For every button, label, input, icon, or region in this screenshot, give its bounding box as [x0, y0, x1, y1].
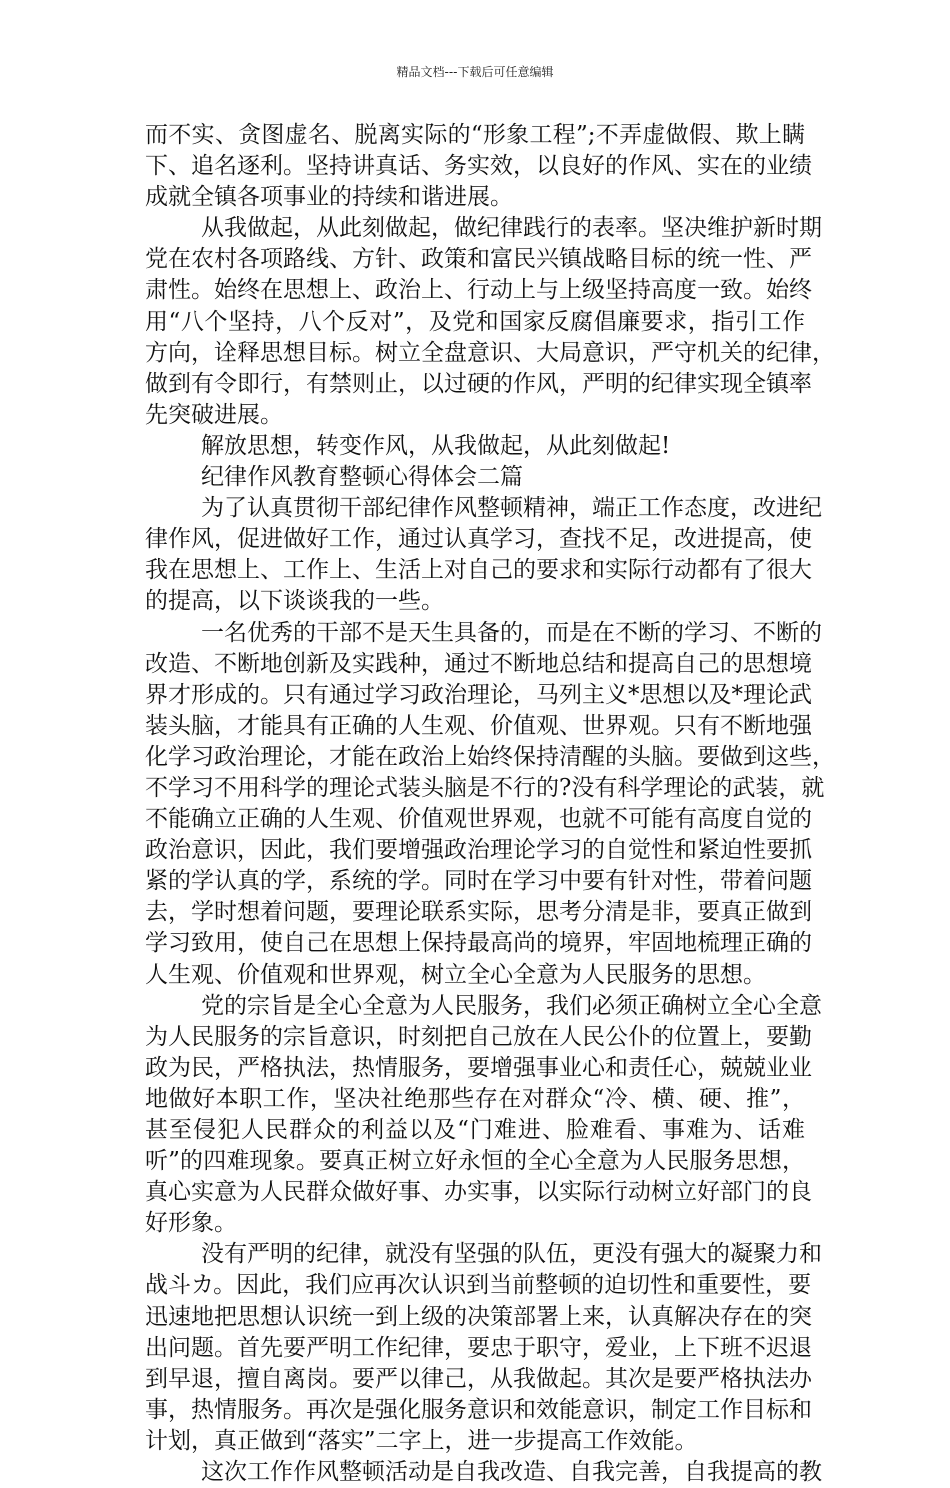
text-line: 为人民服务的宗旨意识，时刻把自己放在人民公仆的位置上，要勤 [145, 1023, 812, 1050]
text-line: 到早退，擅自离岗。要严以律己，从我做起。其次是要严格执法办 [145, 1365, 812, 1392]
text-line: 一名优秀的干部不是天生具备的，而是在不断的学习、不断的 [201, 619, 822, 646]
text-line: 出问题。首先要严明工作纪律，要忠于职守，爱业，上下班不迟退 [145, 1334, 812, 1361]
text-line: 成就全镇各项事业的持续和谐进展。 [145, 184, 513, 211]
text-line: 党在农村各项路线、方针、政策和富民兴镇战略目标的统一性、严 [145, 246, 812, 273]
text-line: 而不实、贪图虚名、脱离实际的“形象工程”;不弄虚做假、欺上瞒 [145, 122, 805, 148]
text-line: 肃性。始终在思想上、政治上、行动上与上级坚持高度一致。始终 [145, 277, 812, 304]
text-line: 解放思想，转变作风，从我做起，从此刻做起! [201, 432, 671, 459]
text-line: 学习致用，使自己在思想上保持最高尚的境界，牢固地梳理正确的 [145, 930, 812, 957]
text-line: 装头脑，才能具有正确的人生观、价值观、世界观。只有不断地强 [145, 712, 812, 739]
text-line: 紧的学认真的学，系统的学。同时在学习中要有针对性，带着问题 [145, 868, 812, 895]
text-line: 迅速地把思想认识统一到上级的决策部署上来，认真解决存在的突 [145, 1303, 812, 1330]
text-line: 方向，诠释思想目标。树立全盘意识、大局意识，严守机关的纪律， [145, 339, 835, 366]
text-line: 律作风，促进做好工作，通过认真学习，查找不足，改进提高，使 [145, 526, 812, 553]
text-line: 地做好本职工作，坚决社绝那些存在对群众“冷、横、硬、推”， [145, 1085, 805, 1112]
text-line: 去，学时想着问题，要理论联系实际，思考分清是非，要真正做到 [145, 899, 812, 926]
text-line: 界才形成的。只有通过学习政治理论，马列主义*思想以及*理论武 [145, 681, 812, 708]
text-line: 人生观、价值观和世界观，树立全心全意为人民服务的思想。 [145, 961, 766, 988]
text-line: 甚至侵犯人民群众的利益以及“门难进、脸难看、事难为、话难 [145, 1117, 805, 1143]
text-line: 的提高，以下谈谈我的一些。 [145, 588, 444, 615]
text-line: 先突破进展。 [145, 401, 283, 428]
text-line: 不能确立正确的人生观、价值观世界观，也就不可能有高度自觉的 [145, 806, 812, 833]
text-line: 不学习不用科学的理论式装头脑是不行的?没有科学理论的武装，就 [145, 774, 825, 801]
text-line: 我在思想上、工作上、生活上对自己的要求和实际行动都有了很大 [145, 557, 812, 584]
text-line: 政治意识，因此，我们要增强政治理论学习的自觉性和紧迫性要抓 [145, 837, 812, 864]
text-line: 事，热情服务。再次是强化服务意识和效能意识，制定工作目标和 [145, 1396, 812, 1423]
text-line: 听”的四难现象。要真正树立好永恒的全心全意为人民服务思想， [145, 1148, 805, 1175]
text-line: 从我做起，从此刻做起，做纪律践行的表率。坚决维护新时期 [201, 215, 822, 242]
text-line: 没有严明的纪律，就没有坚强的队伍，更没有强大的凝聚力和 [201, 1241, 822, 1268]
text-line: 战斗カ。因此，我们应再次认识到当前整顿的迫切性和重要性，要 [145, 1272, 812, 1299]
text-line: 纪律作风教育整顿心得体会二篇 [201, 464, 523, 491]
text-line: 党的宗旨是全心全意为人民服务，我们必须正确树立全心全意 [201, 992, 822, 1019]
text-line: 这次工作作风整顿活动是自我改造、自我完善，自我提高的教 [201, 1459, 822, 1486]
page-header: 精品文档---下载后可任意编辑 [396, 65, 554, 79]
text-line: 计划，真正做到“落实”二字上，进一步提高工作效能。 [145, 1427, 698, 1454]
text-line: 下、追名逐利。坚持讲真话、务实效，以良好的作风、实在的业绩 [145, 153, 812, 180]
document-body [145, 120, 835, 1488]
text-line: 真心实意为人民群众做好事、办实事，以实际行动树立好部门的良 [145, 1179, 812, 1206]
text-line: 政为民，严格执法，热情服务，要增强事业心和责任心，兢兢业业 [145, 1054, 812, 1081]
text-line: 好形象。 [145, 1210, 237, 1237]
text-line: 做到有令即行，有禁则止，以过硬的作风，严明的纪律实现全镇率 [145, 370, 812, 397]
text-line: 改造、不断地创新及实践种，通过不断地总结和提高自己的思想境 [145, 650, 812, 677]
text-line: 化学习政治理论，才能在政治上始终保持清醒的头脑。要做到这些， [145, 743, 835, 770]
text-line: 用“八个坚持，八个反对”，及党和国家反腐倡廉要求，指引工作 [145, 308, 805, 335]
text-line: 为了认真贯彻干部纪律作风整顿精神，端正工作态度，改进纪 [201, 495, 822, 522]
